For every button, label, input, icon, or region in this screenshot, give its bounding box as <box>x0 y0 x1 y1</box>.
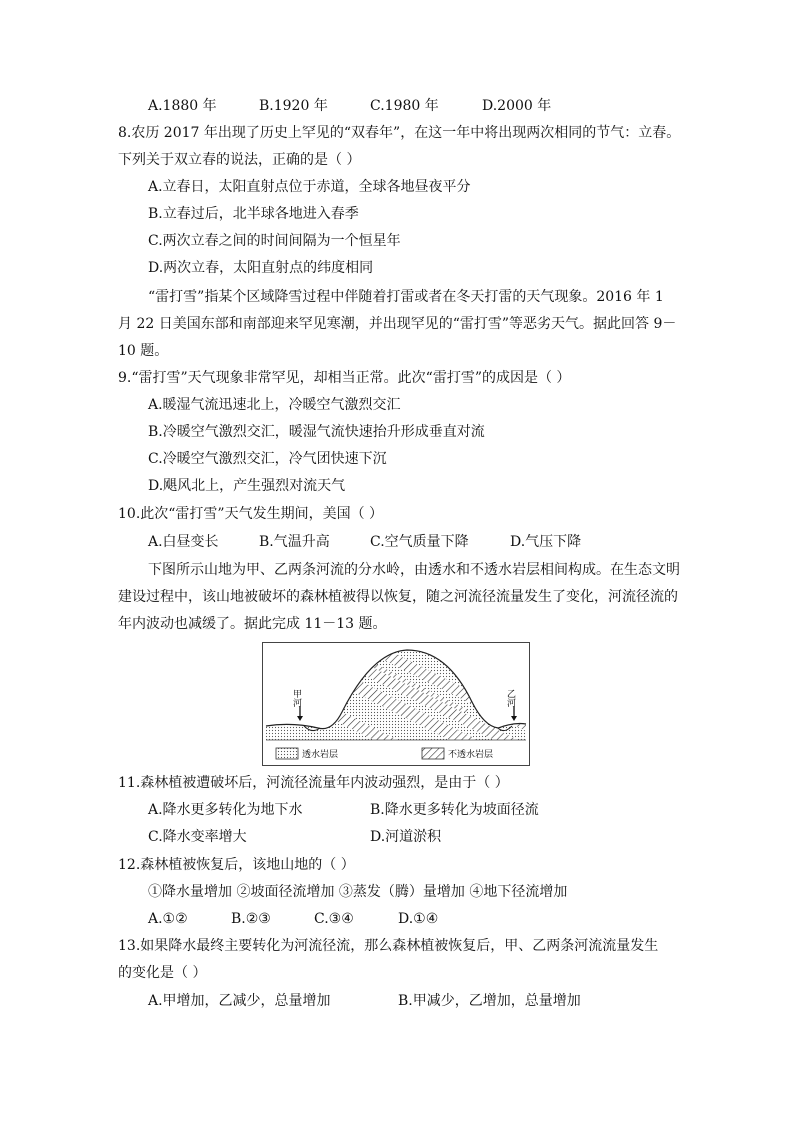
q8-option-c: C.两次立春之间的时间间隔为一个恒星年 <box>148 233 401 249</box>
passage-11-13-line-3: 年内波动也减缓了。据此完成 11－13 题。 <box>118 616 387 632</box>
q11-stem: 11.森林植被遭破坏后，河流径流量年内波动强烈，是由于（ ） <box>118 775 509 791</box>
q13-stem-line-1: 13.如果降水最终主要转化为河流径流，那么森林植被恢复后，甲、乙两条河流流量发生 <box>118 938 659 954</box>
legend-impermeable-swatch <box>422 748 444 759</box>
q8-stem-line-2: 下列关于双立春的说法，正确的是（ ） <box>118 152 361 168</box>
q7-option-b: B.1920 年 <box>259 98 328 114</box>
q11-option-a: A.降水更多转化为地下水 <box>148 802 303 818</box>
river-yi-label: 乙河 <box>505 689 515 707</box>
q9-option-b: B.冷暖空气激烈交汇，暖湿气流快速抬升形成垂直对流 <box>148 424 485 440</box>
q9-option-a: A.暖湿气流迅速北上，冷暖空气激烈交汇 <box>148 397 401 413</box>
q12-option-d: D.①④ <box>398 911 439 927</box>
q9-option-c: C.冷暖空气激烈交汇，冷气团快速下沉 <box>148 451 387 467</box>
q13-option-a: A.甲增加，乙减少，总量增加 <box>148 993 331 1009</box>
legend-permeable-label: 透水岩层 <box>302 750 339 760</box>
q12-stem: 12.森林植被恢复后，该地山地的（ ） <box>118 857 355 873</box>
passage-9-10-line-2: 月 22 日美国东部和南部迎来罕见寒潮，并出现罕见的“雷打雪”等恶劣天气。据此回答 9－ <box>118 316 677 332</box>
q11-option-d: D.河道淤积 <box>370 829 442 845</box>
q12-option-b: B.②③ <box>231 911 271 927</box>
q12-option-c: C.③④ <box>314 911 354 927</box>
river-jia-label: 甲河 <box>291 689 301 707</box>
q9-stem: 9.“雷打雪”天气现象非常罕见，却相当正常。此次“雷打雪”的成因是（ ） <box>118 370 571 386</box>
passage-11-13-line-1: 下图所示山地为甲、乙两条河流的分水岭，由透水和不透水岩层相间构成。在生态文明 <box>148 562 680 578</box>
q10-option-c: C.空气质量下降 <box>370 534 469 550</box>
q8-option-a: A.立春日，太阳直射点位于赤道，全球各地昼夜平分 <box>148 179 471 195</box>
q11-option-c: C.降水变率增大 <box>148 829 247 845</box>
q12-items: ①降水量增加 ②坡面径流增加 ③蒸发（腾）量增加 ④地下径流增加 <box>148 884 568 900</box>
q10-option-b: B.气温升高 <box>259 534 330 550</box>
legend-permeable-swatch <box>276 748 298 759</box>
passage-9-10-line-3: 10 题。 <box>118 343 169 359</box>
q13-option-b: B.甲减少，乙增加，总量增加 <box>398 993 581 1009</box>
q7-option-c: C.1980 年 <box>370 98 439 114</box>
q10-stem: 10.此次“雷打雪”天气发生期间，美国（ ） <box>118 506 384 522</box>
q9-option-d: D.飓风北上，产生强烈对流天气 <box>148 478 346 494</box>
mountain-cross-section-figure <box>262 642 530 766</box>
q12-option-a: A.①② <box>148 911 188 927</box>
q10-option-a: A.白昼变长 <box>148 534 219 550</box>
q11-option-b: B.降水更多转化为坡面径流 <box>370 802 539 818</box>
q7-option-d: D.2000 年 <box>482 98 552 114</box>
legend-impermeable-label: 不透水岩层 <box>448 750 494 760</box>
q8-stem-line-1: 8.农历 2017 年出现了历史上罕见的“双春年”，在这一年中将出现两次相同的节气：立春。 <box>118 125 681 141</box>
q10-option-d: D.气压下降 <box>510 534 582 550</box>
q8-option-b: B.立春过后，北半球各地进入春季 <box>148 206 359 222</box>
q13-stem-line-2: 的变化是（ ） <box>118 965 207 981</box>
passage-9-10-line-1: “雷打雪”指某个区域降雪过程中伴随着打雷或者在冬天打雷的天气现象。2016 年 1 <box>148 289 664 305</box>
q8-option-d: D.两次立春，太阳直射点的纬度相同 <box>148 260 374 276</box>
q7-option-a: A.1880 年 <box>148 98 217 114</box>
passage-11-13-line-2: 建设过程中，该山地被破坏的森林植被得以恢复，随之河流径流量发生了变化，河流径流的 <box>118 589 678 605</box>
